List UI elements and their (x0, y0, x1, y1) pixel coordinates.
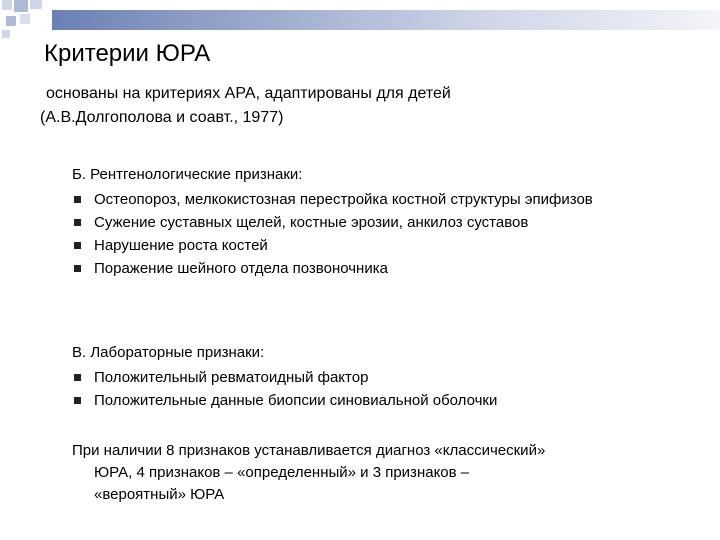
decor-square (20, 14, 30, 24)
section-laboratory (72, 341, 692, 411)
criteria-list (72, 367, 692, 411)
square-bullet-icon (74, 265, 81, 272)
subtitle-line-2: (А.В.Долгополова и соавт., 1977) (40, 109, 284, 126)
note-line-3: «вероятный» ЮРА (94, 486, 225, 503)
list-item (72, 390, 692, 411)
note-line-1: При наличии 8 признаков устанавливается диагноз «классический» (72, 442, 546, 459)
decor-square (30, 0, 42, 9)
section-heading: В. Лабораторные признаки: (72, 344, 265, 361)
decor-square (6, 16, 16, 26)
list-item-text: Сужение суставных щелей, костные эрозии, анкилоз суставов (94, 214, 529, 231)
section-radiological (72, 163, 692, 279)
square-bullet-icon (74, 196, 81, 203)
header-gradient-bar (52, 10, 720, 30)
list-item-text: Остеопороз, мелкокистозная перестройка костной структуры эпифизов (94, 191, 593, 208)
list-item (72, 367, 692, 388)
list-item-text: Поражение шейного отдела позвоночника (94, 260, 388, 277)
slide-title: Критерии ЮРА (44, 40, 211, 67)
subtitle-line-1: основаны на критериях АРА, адаптированы для детей (46, 85, 451, 102)
list-item-text: Нарушение роста костей (94, 237, 268, 254)
list-item (72, 189, 692, 210)
list-item (72, 235, 692, 256)
list-item-text: Положительный ревматоидный фактор (94, 369, 369, 386)
decor-square (2, 30, 10, 38)
square-bullet-icon (74, 397, 81, 404)
section-heading: Б. Рентгенологические признаки: (72, 166, 303, 183)
criteria-list (72, 189, 692, 279)
decor-square (2, 0, 12, 10)
list-item (72, 212, 692, 233)
diagnosis-note (72, 440, 672, 506)
slide-subtitle (40, 82, 666, 130)
list-item-text: Положительные данные биопсии синовиальной оболочки (94, 392, 498, 409)
square-bullet-icon (74, 374, 81, 381)
decor-square (14, 0, 28, 12)
note-line-2: ЮРА, 4 признаков – «определенный» и 3 признаков – (94, 464, 470, 481)
square-bullet-icon (74, 219, 81, 226)
square-bullet-icon (74, 242, 81, 249)
list-item (72, 258, 692, 279)
